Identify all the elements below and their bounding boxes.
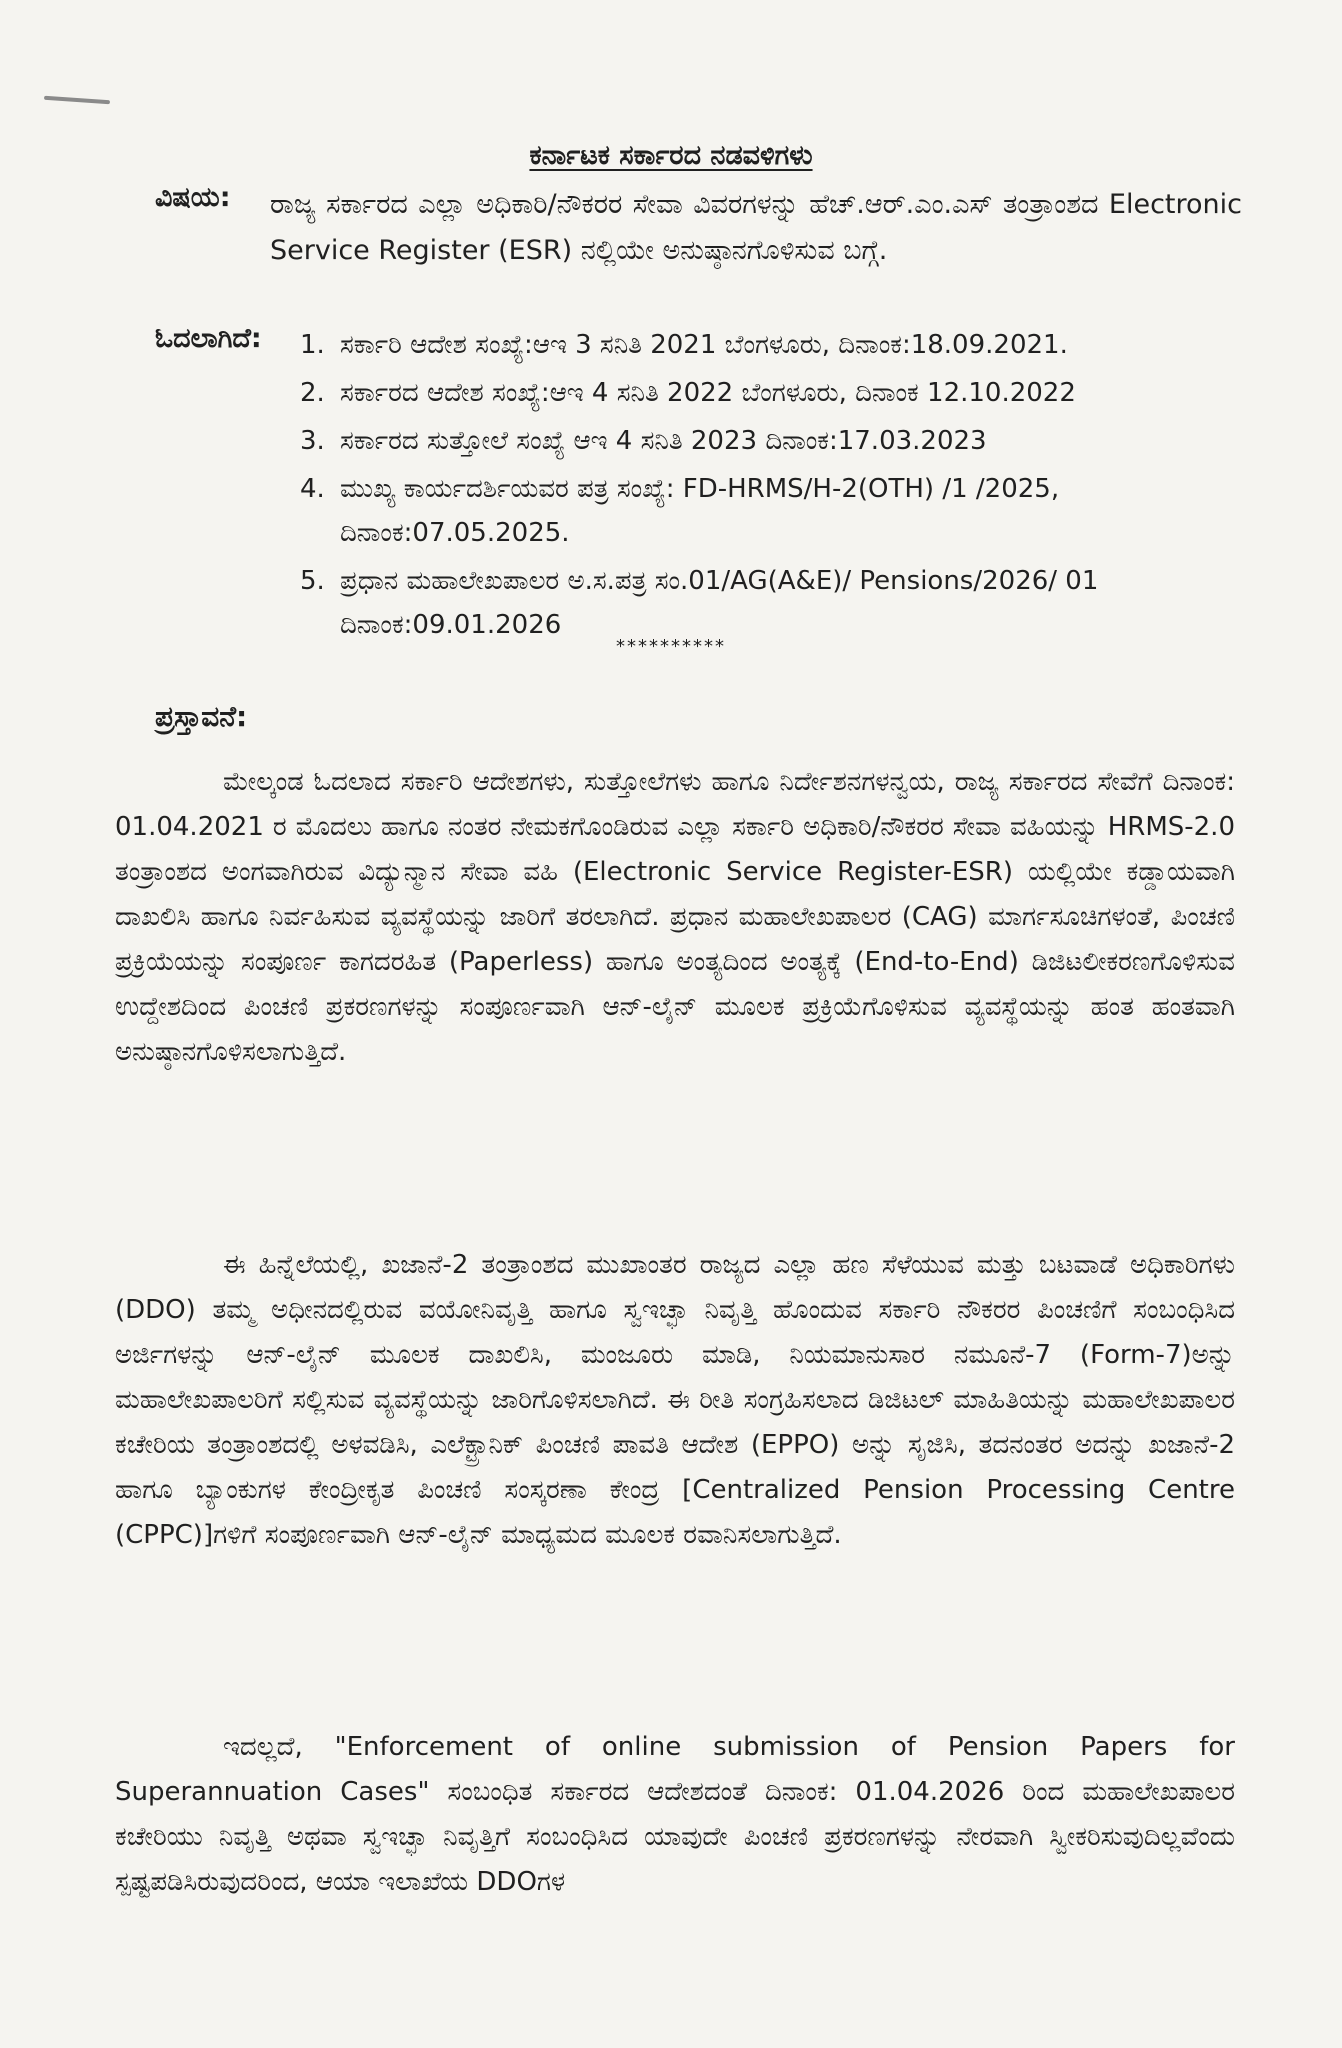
reference-text: ಸರ್ಕಾರದ ಆದೇಶ ಸಂಖ್ಯೆ:ಆಇ 4 ಸನಿತಿ 2022 ಬೆಂಗಳೂರು, ದಿನಾಂಕ 12.10.2022 (340, 378, 1076, 408)
paragraph-2: ಈ ಹಿನ್ನೆಲೆಯಲ್ಲಿ, ಖಜಾನೆ-2 ತಂತ್ರಾಂಶದ ಮುಖಾಂತರ ರಾಜ್ಯದ ಎಲ್ಲಾ ಹಣ ಸೆಳೆಯುವ ಮತ್ತು ಬಟವಾಡೆ ಅಧಿಕಾರಿಗಳು (DDO) ತಮ್ಮ ಅಧೀನದಲ್ಲಿರುವ ವಯೋನಿವೃತ್ತಿ ಹಾಗೂ ಸ್ವಇಚ್ಛಾ ನಿವೃತ್ತಿ ಹೊಂದುವ ಸರ್ಕಾರಿ ನೌಕರರ ಪಿಂಚಣಿಗೆ ಸಂಬಂಧಿಸಿದ ಅರ್ಜಿಗಳನ್ನು ಆನ್-ಲೈನ್ ಮೂಲಕ ದಾಖಲಿಸಿ, ಮಂಜೂರು ಮಾಡಿ, ನಿಯಮಾನುಸಾರ ನಮೂನೆ-7 (Form-7)ಅನ್ನು ಮಹಾಲೇಖಪಾಲರಿಗೆ ಸಲ್ಲಿಸುವ ವ್ಯವಸ್ಥೆಯನ್ನು ಜಾರಿಗೊಳಿಸಲಾಗಿದೆ. ಈ ರೀತಿ ಸಂಗ್ರಹಿಸಲಾದ ಡಿಜಿಟಲ್ ಮಾಹಿತಿಯನ್ನು ಮಹಾಲೇಖಪಾಲರ ಕಚೇರಿಯ ತಂತ್ರಾಂಶದಲ್ಲಿ ಅಳವಡಿಸಿ, ಎಲೆಕ್ಟ್ರಾನಿಕ್ ಪಿಂಚಣಿ ಪಾವತಿ ಆದೇಶ (EPPO) ಅನ್ನು ಸೃಜಿಸಿ, ತದನಂತರ ಅದನ್ನು ಖಜಾನೆ-2 ಹಾಗೂ ಬ್ಯಾಂಕುಗಳ ಕೇಂದ್ರೀಕೃತ ಪಿಂಚಣಿ ಸಂಸ್ಕರಣಾ ಕೇಂದ್ರ [Centralized Pension Processing Centre (CPPC)]ಗಳಿಗೆ ಸಂಪೂರ್ಣವಾಗಿ ಆನ್-ಲೈನ್ ಮಾಧ್ಯಮದ ಮೂಲಕ ರವಾನಿಸಲಾಗುತ್ತಿದೆ. (115, 1250, 1235, 1550)
reference-number: 2. (300, 378, 325, 408)
reference-label: ಓದಲಾಗಿದೆ: (155, 323, 262, 354)
subject-label: ವಿಷಯ: (155, 182, 231, 213)
reference-text: ಪ್ರಧಾನ ಮಹಾಲೇಖಪಾಲರ ಅ.ಸ.ಪತ್ರ ಸಂ.01/AG(A&E)/ Pensions/2026/ 01 ದಿನಾಂಕ:09.01.2026 (340, 566, 1099, 640)
document-title: ಕರ್ನಾಟಕ ಸರ್ಕಾರದ ನಡವಳಿಗಳು (529, 140, 813, 171)
reference-number: 3. (300, 426, 325, 456)
preamble-heading: ಪ್ರಸ್ತಾವನೆ: (155, 700, 248, 733)
reference-item (300, 419, 1250, 463)
reference-list (300, 323, 1250, 651)
paragraph-1: ಮೇಲ್ಕಂಡ ಓದಲಾದ ಸರ್ಕಾರಿ ಆದೇಶಗಳು, ಸುತ್ತೋಲೆಗಳು ಹಾಗೂ ನಿರ್ದೇಶನಗಳನ್ವಯ, ರಾಜ್ಯ ಸರ್ಕಾರದ ಸೇವೆಗೆ ದಿನಾಂಕ: 01.04.2021 ರ ಮೊದಲು ಹಾಗೂ ನಂತರ ನೇಮಕಗೊಂಡಿರುವ ಎಲ್ಲಾ ಸರ್ಕಾರಿ ಅಧಿಕಾರಿ/ನೌಕರರ ಸೇವಾ ವಹಿಯನ್ನು HRMS-2.0 ತಂತ್ರಾಂಶದ ಅಂಗವಾಗಿರುವ ವಿದ್ಯುನ್ಮಾನ ಸೇವಾ ವಹಿ (Electronic Service Register-ESR) ಯಲ್ಲಿಯೇ ಕಡ್ಡಾಯವಾಗಿ ದಾಖಲಿಸಿ ಹಾಗೂ ನಿರ್ವಹಿಸುವ ವ್ಯವಸ್ಥೆಯನ್ನು ಜಾರಿಗೆ ತರಲಾಗಿದೆ. ಪ್ರಧಾನ ಮಹಾಲೇಖಪಾಲರ (CAG) ಮಾರ್ಗಸೂಚಿಗಳಂತೆ, ಪಿಂಚಣಿ ಪ್ರಕ್ರಿಯೆಯನ್ನು ಸಂಪೂರ್ಣ ಕಾಗದರಹಿತ (Paperless) ಹಾಗೂ ಅಂತ್ಯದಿಂದ ಅಂತ್ಯಕ್ಕೆ (End-to-End) ಡಿಜಿಟಲೀಕರಣಗೊಳಿಸುವ ಉದ್ದೇಶದಿಂದ ಪಿಂಚಣಿ ಪ್ರಕರಣಗಳನ್ನು ಸಂಪೂರ್ಣವಾಗಿ ಆನ್-ಲೈನ್ ಮೂಲಕ ಪ್ರಕ್ರಿಯೆಗೊಳಿಸುವ ವ್ಯವಸ್ಥೆಯನ್ನು ಹಂತ ಹಂತವಾಗಿ ಅನುಷ್ಠಾನಗೊಳಿಸಲಾಗುತ್ತಿದೆ. (115, 767, 1235, 1067)
separator-asterisks: ********** (616, 636, 726, 657)
reference-number: 5. (300, 566, 325, 596)
paragraph-3: ಇದಲ್ಲದೆ, "Enforcement of online submission of Pension Papers for Superannuation Cases" ಸಂಬಂಧಿತ ಸರ್ಕಾರದ ಆದೇಶದಂತೆ ದಿನಾಂಕ: 01.04.2026 ರಿಂದ ಮಹಾಲೇಖಪಾಲರ ಕಚೇರಿಯು ನಿವೃತ್ತಿ ಅಥವಾ ಸ್ವಇಚ್ಛಾ ನಿವೃತ್ತಿಗೆ ಸಂಬಂಧಿಸಿದ ಯಾವುದೇ ಪಿಂಚಣಿ ಪ್ರಕರಣಗಳನ್ನು ನೇರವಾಗಿ ಸ್ವೀಕರಿಸುವುದಿಲ್ಲವೆಂದು ಸ್ಪಷ್ಟಪಡಿಸಿರುವುದರಿಂದ, ಆಯಾ ಇಲಾಖೆಯ DDOಗಳ (115, 1732, 1235, 1897)
reference-text: ಸರ್ಕಾರಿ ಆದೇಶ ಸಂಖ್ಯೆ:ಆಇ 3 ಸನಿತಿ 2021 ಬೆಂಗಳೂರು, ದಿನಾಂಕ:18.09.2021. (340, 330, 1068, 360)
reference-item (300, 323, 1250, 367)
subject-text: ರಾಜ್ಯ ಸರ್ಕಾರದ ಎಲ್ಲಾ ಅಧಿಕಾರಿ/ನೌಕರರ ಸೇವಾ ವಿವರಗಳನ್ನು ಹೆಚ್.ಆರ್.ಎಂ.ಎಸ್ ತಂತ್ರಾಂಶದ Electronic Service Register (ESR) ನಲ್ಲಿಯೇ ಅನುಷ್ಠಾನಗೊಳಿಸುವ ಬಗ್ಗೆ. (270, 189, 1242, 266)
reference-number: 4. (300, 474, 325, 504)
reference-text: ಸರ್ಕಾರದ ಸುತ್ತೋಲೆ ಸಂಖ್ಯೆ ಆಇ 4 ಸನಿತಿ 2023 ದಿನಾಂಕ:17.03.2023 (340, 426, 987, 456)
reference-item (300, 467, 1250, 555)
reference-item (300, 559, 1250, 647)
reference-item (300, 371, 1250, 415)
reference-text: ಮುಖ್ಯ ಕಾರ್ಯದರ್ಶಿಯವರ ಪತ್ರ ಸಂಖ್ಯೆ: FD-HRMS/H-2(OTH) /1 /2025, ದಿನಾಂಕ:07.05.2025. (340, 474, 1060, 548)
scan-pen-mark (44, 96, 110, 105)
reference-number: 1. (300, 330, 325, 360)
